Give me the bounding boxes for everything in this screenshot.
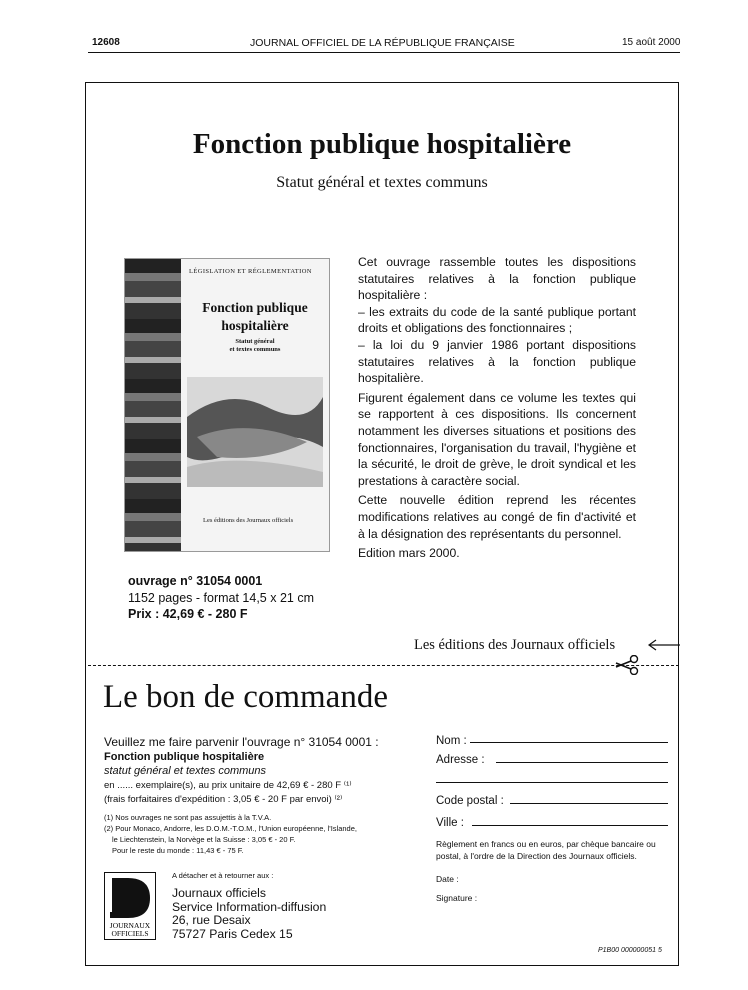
address-line: Service Information-diffusion [172,899,327,914]
footnote-2b: le Liechtenstein, la Norvège et la Suisse : 3,05 € - 20 F. [112,834,296,844]
book-cover [124,258,330,552]
cover-title-line1: Fonction publique [202,300,308,315]
address-line: 75727 Paris Cedex 15 [172,926,293,941]
footnote-2a: (2) Pour Monaco, Andorre, les D.O.M.-T.O.M., l'Union européenne, l'Islande, [104,823,357,833]
adresse-field[interactable] [496,762,668,763]
nom-label: Nom : [436,735,467,747]
ville-label: Ville : [436,817,464,829]
product-pages: 1152 pages - format 14,5 x 21 cm [128,590,314,605]
address-line: Journaux officiels [172,886,266,900]
product-ref: ouvrage n° 31054 0001 [128,574,263,588]
desc-paragraph: – la loi du 9 janvier 1986 portant dispositions statutaires relatives à la fonction publique hospitalière. [358,337,636,386]
cover-photo-strip [125,259,181,551]
desc-paragraph: Edition mars 2000. [358,546,460,561]
scissors-icon [614,655,640,675]
desc-paragraph: Cette nouvelle édition reprend les récentes modifications relatives au congé de fin d'activité et à la désignation des représentants du personnel. [358,493,636,541]
adresse-label: Adresse : [436,754,485,766]
cover-title [185,299,325,335]
order-shipping: (frais forfaitaires d'expédition : 3,05 € - 20 F par envoi) ⁽²⁾ [104,794,343,805]
product-price: Prix : 42,69 € - 280 F [128,607,248,621]
cover-sub-line2: et textes communs [229,346,281,353]
header-rule [88,52,680,53]
adresse-field-line2[interactable] [436,782,668,783]
nom-field[interactable] [470,742,668,743]
journaux-officiels-logo [104,872,156,940]
book-description [358,254,636,562]
code-postal-field[interactable] [510,803,668,804]
cover-publisher: Les éditions des Journaux officiels [203,517,294,524]
desc-paragraph: Cet ouvrage rassemble toutes les dispositions statutaires relatives à la fonction publique hospitalière : [358,255,636,303]
cover-illustration [187,377,323,487]
ad-subtitle: Statut général et textes communs [276,174,488,191]
order-request: Veuillez me faire parvenir l'ouvrage n° 31054 0001 : [104,735,379,749]
journal-title: JOURNAL OFFICIEL DE LA RÉPUBLIQUE FRANÇAISE [250,37,515,49]
footnote-2c: Pour le reste du monde : 11,43 € - 75 F. [112,845,244,855]
ad-title: Fonction publique hospitalière [192,128,572,160]
order-details [104,735,404,856]
signature-label: Signature : [436,893,478,903]
payment-note: Règlement en francs ou en euros, par chèque bancaire ou postal, à l'ordre de la Direction des Journaux officiels. [436,839,656,861]
cover-series: LÉGISLATION ET RÉGLEMENTATION [189,268,312,275]
editions-label: Les éditions des Journaux officiels [414,637,616,653]
logo-text-2: OFFICIELS [111,929,149,938]
header-date: 15 août 2000 [622,37,681,48]
footnote-1: (1) Nos ouvrages ne sont pas assujettis à la T.V.A. [104,812,272,822]
order-book-title: Fonction publique hospitalière [104,750,265,763]
code-postal-label: Code postal : [436,795,504,807]
cut-line [88,665,679,666]
return-address [172,887,326,941]
order-form-title: Le bon de commande [103,679,388,715]
page-number: 12608 [92,37,120,48]
form-reference: P1B00 000000051 5 [598,947,662,954]
date-label: Date : [436,874,459,884]
order-book-subtitle: statut général et textes communs [104,765,267,777]
desc-paragraph: – les extraits du code de la santé publique portant droits et obligations des fonctionnaires ; [358,304,636,336]
product-info [128,573,314,623]
desc-paragraph: Figurent également dans ce volume les textes qui se rapportent à ces dispositions. Ils concernent notamment les diverses situations et positions des fonctionnaires, l'organisation du travail, l'hygiène et la sécurité, le droit de grève, le droit syndical et les prestations à caractère social. [358,390,636,488]
order-copies: en ...... exemplaire(s), au prix unitaire de 42,69 € - 280 F ⁽¹⁾ [104,779,352,791]
ville-field[interactable] [472,825,668,826]
return-label: A détacher et à retourner aux : [172,871,274,880]
address-line: 26, rue Desaix [172,913,251,927]
cover-sub-line1: Statut général [235,338,275,345]
cover-subtitle [185,338,325,354]
logo-text-1: JOURNAUX [109,921,151,930]
arrow-left-icon [646,639,680,651]
cover-title-line2: hospitalière [221,318,289,333]
